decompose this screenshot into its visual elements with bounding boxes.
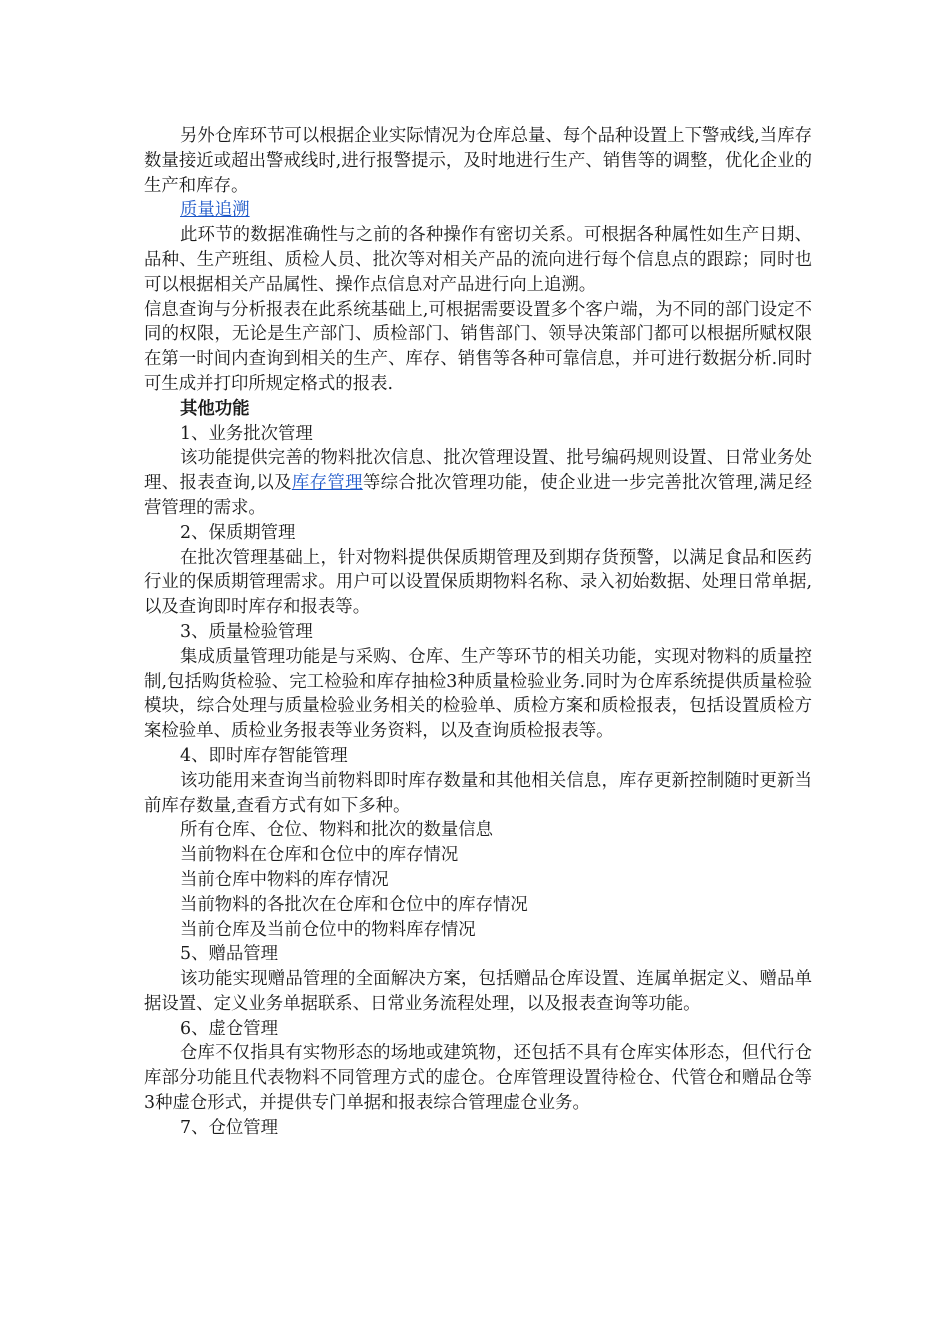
section-1-paragraph [144,446,812,520]
section-6-title: 6、虚仓管理 [180,1018,279,1039]
section-4-title: 4、即时库存智能管理 [180,745,348,766]
section-7-title: 7、仓位管理 [180,1117,279,1138]
section-3-paragraph: 集成质量管理功能是与采购、仓库、生产等环节的相关功能，实现对物料的质量控制,包括购货检验、完工检验和库存抽检3种质量检验业务.同时为仓库系统提供质量检验模块，综合处理与质量检验业务相关的检验单、质检方案和质检报表，包括设置质检方案检验单、质检业务报表等业务资料，以及查询质检报表等。 [144,646,812,742]
list-item: 当前仓库及当前仓位中的物料库存情况 [180,919,476,940]
list-item: 当前仓库中物料的库存情况 [180,869,389,890]
section-1-title: 1、业务批次管理 [180,423,313,444]
section-5-paragraph: 该功能实现赠品管理的全面解决方案，包括赠品仓库设置、连属单据定义、赠品单据设置、定义业务单据联系、日常业务流程处理，以及报表查询等功能。 [144,969,812,1014]
section-4-paragraph: 该功能用来查询当前物料即时库存数量和其他相关信息，库存更新控制随时更新当前库存数量,查看方式有如下多种。 [144,770,812,816]
quality-trace-heading [144,198,812,223]
section-3-title: 3、质量检验管理 [180,621,313,642]
section-2-paragraph: 在批次管理基础上，针对物料提供保质期管理及到期存货预警，以满足食品和医药行业的保质期管理需求。用户可以设置保质期物料名称、录入初始数据、处理日常单据,以及查询即时库存和报表等。 [144,547,812,618]
quality-trace-paragraph: 此环节的数据准确性与之前的各种操作有密切关系。可根据各种属性如生产日期、品种、生产班组、质检人员、批次等对相关产品的流向进行每个信息点的跟踪；同时也可以根据相关产品属性、操作点信息对产品进行向上追溯。 [144,225,812,295]
quality-trace-link[interactable]: 质量追溯 [180,200,250,221]
list-item: 当前物料的各批次在仓库和仓位中的库存情况 [180,894,528,915]
report-paragraph: 信息查询与分析报表在此系统基础上,可根据需要设置多个客户端，为不同的部门设定不同的权限，无论是生产部门、质检部门、销售部门、领导决策部门都可以根据所赋权限在第一时间内查询到相关的生产、库存、销售等各种可靠信息，并可进行数据分析.同时可生成并打印所规定格式的报表. [144,299,812,394]
other-functions-heading: 其他功能 [180,398,250,419]
section-1-text-before: 该功能提供完善的物料批次信息、批次管理设置、批号编码规则设置、日常业务处理、报表查询,以及 [144,448,812,494]
section-1-text-after: 等综合批次管理功能，使企业进一步完善批次管理,满足经营管理的需求。 [144,473,812,518]
document-page [144,124,812,1141]
list-item: 当前物料在仓库和仓位中的库存情况 [180,845,459,866]
section-6-paragraph: 仓库不仅指具有实物形态的场地或建筑物，还包括不具有仓库实体形态，但代行仓库部分功能且代表物料不同管理方式的虚仓。仓库管理设置待检仓、代管仓和赠品仓等3种虚仓形式，并提供专门单据和报表综合管理虚仓业务。 [144,1043,812,1114]
intro-paragraph: 另外仓库环节可以根据企业实际情况为仓库总量、每个品种设置上下警戒线,当库存数量接近或超出警戒线时,进行报警提示，及时地进行生产、销售等的调整，优化企业的生产和库存。 [144,126,812,196]
section-2-title: 2、保质期管理 [180,522,296,543]
list-item: 所有仓库、仓位、物料和批次的数量信息 [180,820,494,841]
inventory-management-link[interactable]: 库存管理 [291,473,363,494]
section-5-title: 5、赠品管理 [180,944,279,965]
